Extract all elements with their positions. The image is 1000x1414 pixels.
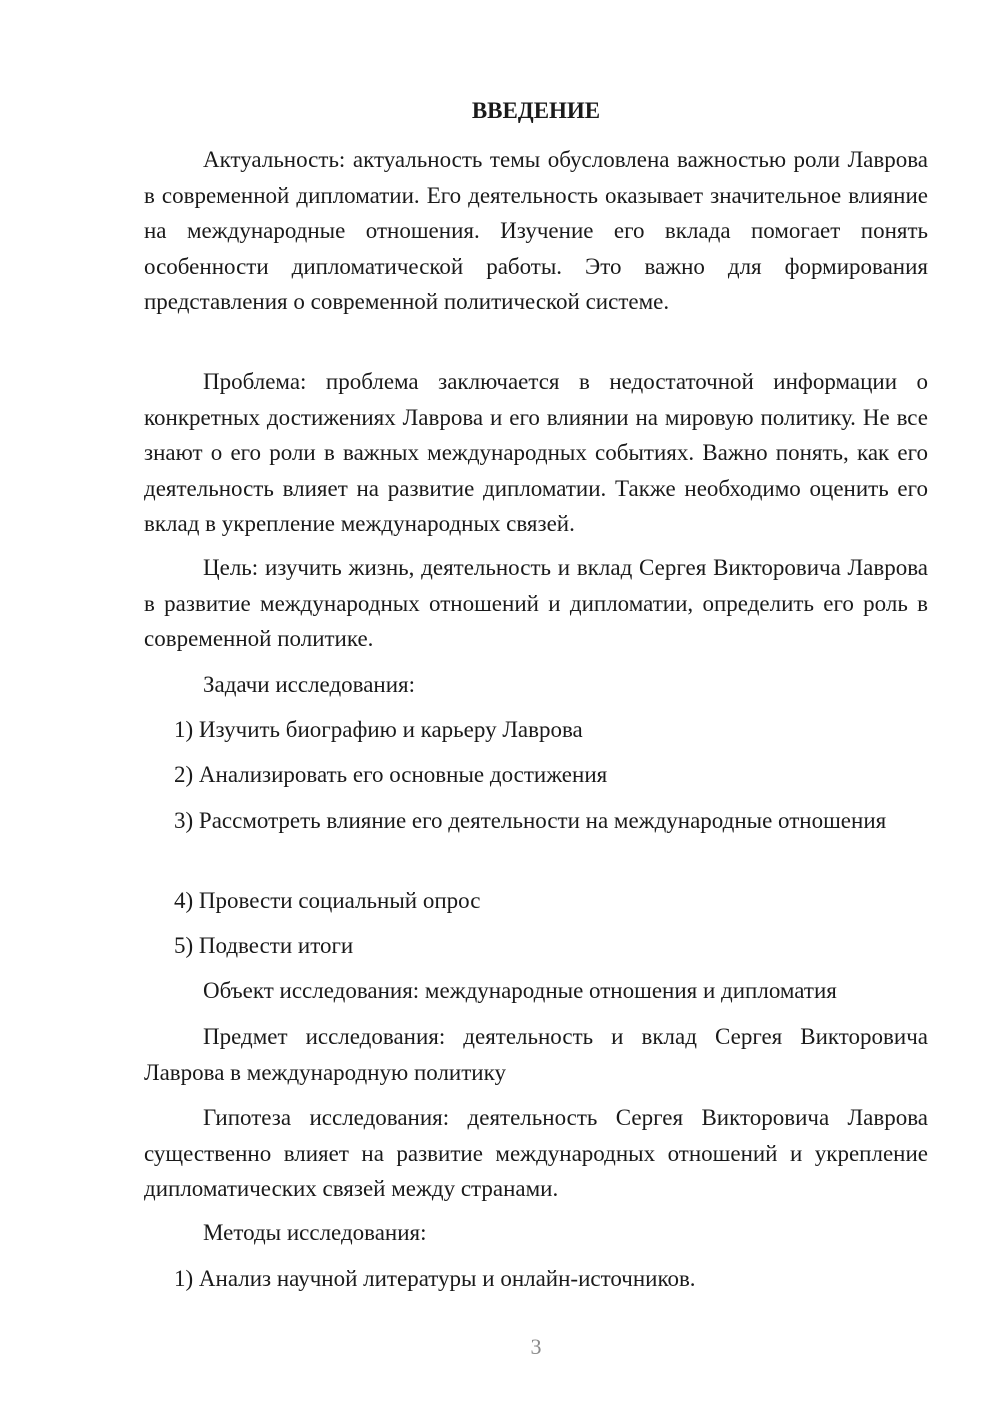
paragraph-hypothesis: Гипотеза исследования: деятельность Сергея Викторовича Лаврова существенно влияет на развитие международных отношений и укрепление дипломатических связей между странами. <box>144 1105 928 1201</box>
paragraph-problem: Проблема: проблема заключается в недостаточной информации о конкретных достижениях Лаврова и его влиянии на мировую политику. Не все знают о его роли в важных международных событиях. Важно понять, как его деятельность влияет на развитие дипломатии. Также необходимо оценить его вклад в укрепление международных связей. <box>144 369 928 536</box>
task-item: 2) Анализировать его основные достижения <box>174 762 608 787</box>
page-title: ВВЕДЕНИЕ <box>471 98 601 123</box>
method-item: 1) Анализ научной литературы и онлайн-источников. <box>174 1266 696 1291</box>
task-item: 3) Рассмотреть влияние его деятельности на международные отношения <box>174 808 887 833</box>
methods-heading: Методы исследования: <box>203 1220 427 1245</box>
tasks-heading: Задачи исследования: <box>203 672 416 697</box>
paragraph-goal: Цель: изучить жизнь, деятельность и вклад Сергея Викторовича Лаврова в развитие международных отношений и дипломатии, определить его роль в современной политике. <box>144 555 928 651</box>
task-item: 5) Подвести итоги <box>174 933 354 958</box>
paragraph-object: Объект исследования: международные отношения и дипломатия <box>203 978 837 1003</box>
task-item: 1) Изучить биографию и карьеру Лаврова <box>174 717 583 742</box>
paragraph-subject: Предмет исследования: деятельность и вклад Сергея Викторовича Лаврова в международную политику <box>144 1024 928 1085</box>
paragraph-relevance: Актуальность: актуальность темы обусловлена важностью роли Лаврова в современной дипломатии. Его деятельность оказывает значительное влияние на международные отношения. Изучение его вклада помогает понять особенности дипломатической работы. Это важно для формирования представления о современной политической системе. <box>144 147 928 314</box>
page-number: 3 <box>530 1334 542 1359</box>
task-item: 4) Провести социальный опрос <box>174 888 481 913</box>
